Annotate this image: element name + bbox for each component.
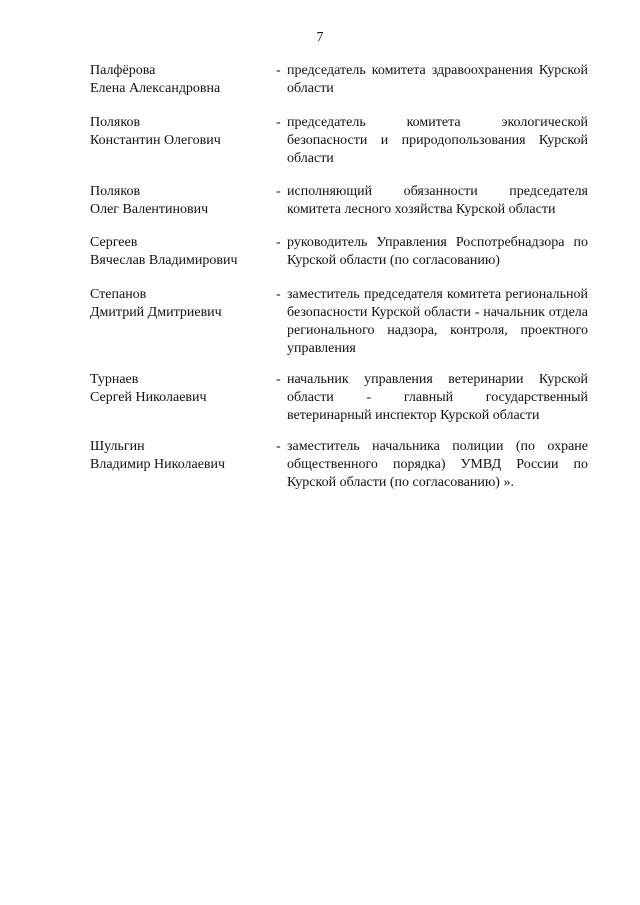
- position-title: председатель комитета экологической безопасности и природопользования Курской области: [287, 115, 588, 166]
- position-title: руководитель Управления Роспотребнадзора по Курской области (по согласованию): [287, 235, 588, 268]
- position-title: председатель комитета здравоохранения Курской области: [287, 63, 588, 96]
- surname: Палфёрова: [90, 63, 156, 78]
- person-name: [90, 438, 270, 474]
- dash-separator: -: [276, 115, 281, 130]
- given-names: Елена Александровна: [90, 81, 221, 96]
- dash-separator: -: [276, 184, 281, 199]
- position-title: начальник управления ветеринарии Курской области - главный государственный ветеринарный инспектор Курской области: [287, 372, 588, 423]
- given-names: Дмитрий Дмитриевич: [90, 305, 222, 320]
- person-name: [90, 286, 270, 322]
- given-names: Владимир Николаевич: [90, 457, 226, 472]
- surname: Турнаев: [90, 372, 139, 387]
- dash-separator: -: [276, 287, 281, 302]
- given-names: Олег Валентинович: [90, 202, 209, 217]
- person-name: [90, 371, 270, 407]
- person-name: [90, 234, 270, 270]
- person-name: [90, 114, 270, 150]
- dash-separator: -: [276, 63, 281, 78]
- position-title: заместитель начальника полиции (по охране общественного порядка) УМВД России по Курской области (по согласованию) ».: [287, 439, 588, 490]
- surname: Поляков: [90, 184, 141, 199]
- position-title: заместитель председателя комитета региональной безопасности Курской области - начальник отдела регионального надзора, контроля, проектного управления: [287, 287, 588, 356]
- given-names: Константин Олегович: [90, 133, 221, 148]
- person-name: [90, 183, 270, 219]
- page-number: 7: [316, 30, 324, 45]
- person-name: [90, 62, 270, 98]
- given-names: Сергей Николаевич: [90, 390, 207, 405]
- dash-separator: -: [276, 235, 281, 250]
- surname: Шульгин: [90, 439, 145, 454]
- dash-separator: -: [276, 372, 281, 387]
- dash-separator: -: [276, 439, 281, 454]
- surname: Степанов: [90, 287, 147, 302]
- given-names: Вячеслав Владимирович: [90, 253, 238, 268]
- position-title: исполняющий обязанности председателя комитета лесного хозяйства Курской области: [287, 184, 588, 217]
- surname: Поляков: [90, 115, 141, 130]
- surname: Сергеев: [90, 235, 138, 250]
